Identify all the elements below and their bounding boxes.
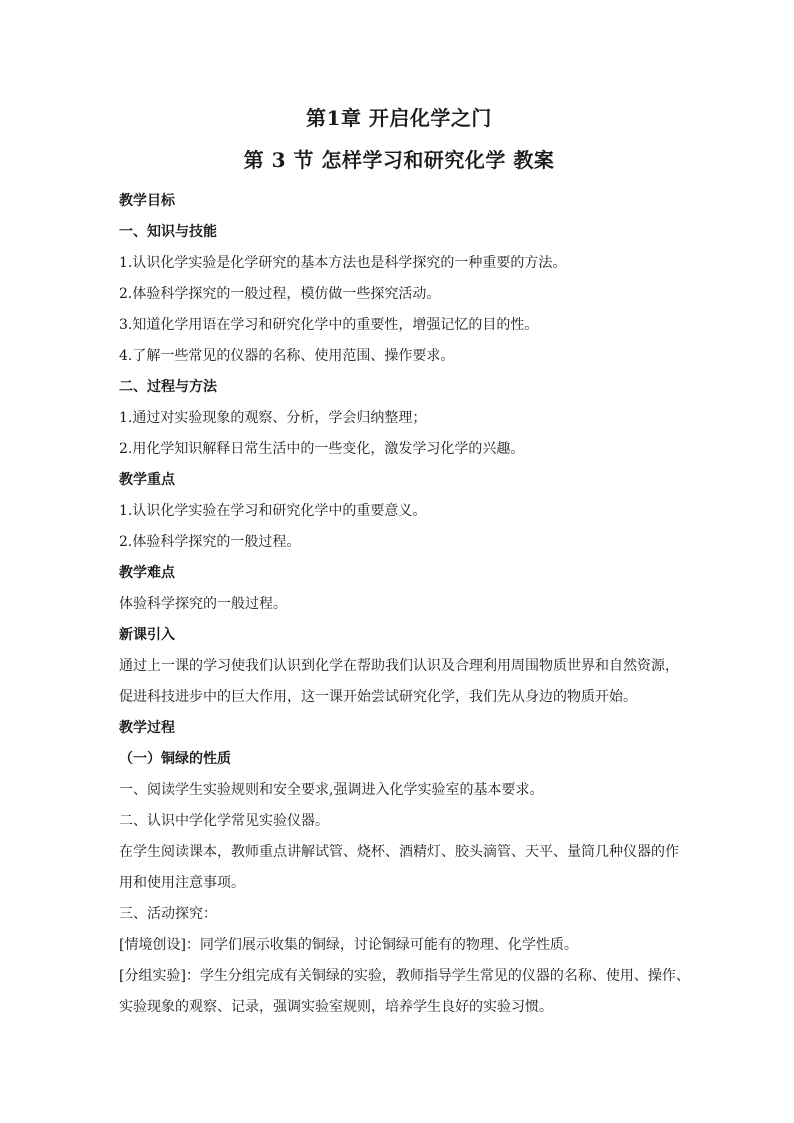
objectives-heading: 教学目标 xyxy=(119,193,175,209)
step-1: 一、阅读学生实验规则和安全要求,强调进入化学实验室的基本要求。 xyxy=(119,782,544,798)
intro-heading: 新课引入 xyxy=(119,627,175,643)
difficulty-text: 体验科学探究的一般过程。 xyxy=(119,596,287,612)
step-2: 二、认识中学化学常见实验仪器。 xyxy=(119,813,329,829)
knowledge-item-4: 4.了解一些常见的仪器的名称、使用范围、操作要求。 xyxy=(119,348,455,364)
knowledge-item-2: 2.体验科学探究的一般过程，模仿做一些探究活动。 xyxy=(119,286,441,302)
procedure-heading: 教学过程 xyxy=(119,720,175,736)
knowledge-item-3: 3.知道化学用语在学习和研究化学中的重要性，增强记忆的目的性。 xyxy=(119,317,539,333)
knowledge-item-1: 1.认识化学实验是化学研究的基本方法也是科学探究的一种重要的方法。 xyxy=(119,255,567,271)
section-title: 第 3 节 怎样学习和研究化学 教案 xyxy=(243,148,555,172)
process-item-1: 1.通过对实验现象的观察、分析，学会归纳整理； xyxy=(119,410,427,426)
chapter-title: 第1章 开启化学之门 xyxy=(306,106,492,130)
scenario-text: [情境创设]：同学们展示收集的铜绿，讨论铜绿可能有的物理、化学性质。 xyxy=(119,937,578,953)
intro-line-2: 促进科技进步中的巨大作用，这一课开始尝试研究化学，我们先从身边的物质开始。 xyxy=(119,689,637,705)
group-experiment-line-2: 实验现象的观察、记录，强调实验室规则，培养学生良好的实验习惯。 xyxy=(119,999,553,1015)
process-item-2: 2.用化学知识解释日常生活中的一些变化，激发学习化学的兴趣。 xyxy=(119,441,525,457)
step-2-detail-line-1: 在学生阅读课本，教师重点讲解试管、烧杯、酒精灯、胶头滴管、天平、量筒几种仪器的作 xyxy=(119,844,679,860)
process-heading: 二、过程与方法 xyxy=(119,379,217,395)
group-experiment-line-1: [分组实验]：学生分组完成有关铜绿的实验，教师指导学生常见的仪器的名称、使用、操作、 xyxy=(119,968,690,984)
document-content xyxy=(119,104,690,1023)
step-2-detail-line-2: 用和使用注意事项。 xyxy=(119,875,245,891)
knowledge-heading: 一、知识与技能 xyxy=(119,224,217,240)
intro-line-1: 通过上一课的学习使我们认识到化学在帮助我们认识及合理利用周围物质世界和自然资源， xyxy=(119,658,679,674)
key-point-item-2: 2.体验科学探究的一般过程。 xyxy=(119,534,301,550)
subsection-heading: （一）铜绿的性质 xyxy=(119,751,231,767)
step-3: 三、活动探究： xyxy=(119,906,217,922)
key-point-item-1: 1.认识化学实验在学习和研究化学中的重要意义。 xyxy=(119,503,427,519)
key-points-heading: 教学重点 xyxy=(119,472,175,488)
difficulty-heading: 教学难点 xyxy=(119,565,175,581)
